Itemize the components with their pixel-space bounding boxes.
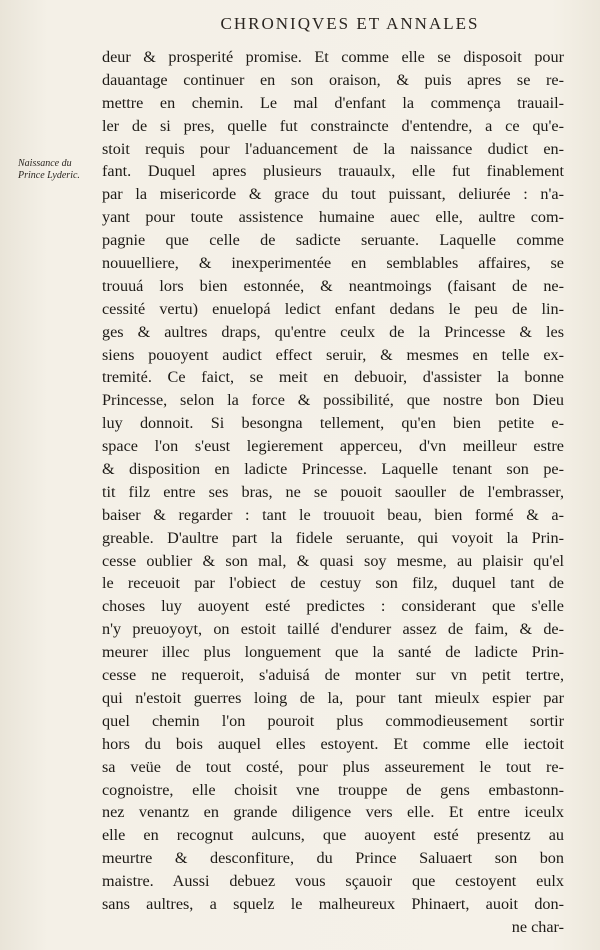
text-line: le receuoit par l'obiect de cestuy son filz, duquel tant de xyxy=(102,574,564,593)
text-line: pagnie que celle de sadicte seruante. Laquelle comme xyxy=(102,231,564,250)
text-line: cognoistre, elle choisit vne trouppe de gens embastonn- xyxy=(102,780,564,799)
text-line: trouuá lors bien estonnée, & neantmoings (faisant de ne- xyxy=(102,276,564,295)
text-line: hors du bois auquel elles estoyent. Et comme elle iectoit xyxy=(102,734,564,753)
text-line: sa veüe de tout costé, pour plus asseurement le tout re- xyxy=(102,757,564,776)
text-line: meurer illec plus longuement que la santé de ladicte Prin- xyxy=(102,643,564,662)
text-line: deur & prosperité promise. Et comme elle se disposoit pour xyxy=(102,48,564,66)
text-line: & disposition en ladicte Princesse. Laquelle tenant son pe- xyxy=(102,460,564,479)
text-line: par la misericorde & grace du tout puissant, deliurée : n'a- xyxy=(102,185,564,204)
margin-note-line: Prince Lyderic. xyxy=(18,170,80,181)
text-line: ne char- xyxy=(511,917,564,936)
margin-note xyxy=(18,158,98,182)
text-line: luy donnoit. Si besongna tellement, qu'en bien petite e- xyxy=(102,414,564,433)
text-line: ler de si pres, quelle fut constraincte d'entendre, a ce qu'e- xyxy=(102,116,564,135)
text-line: space l'on s'eust legierement apperceu, d'vn meilleur estre xyxy=(102,437,564,456)
text-line: greable. D'aultre part la fidele seruante, qui voyoit la Prin- xyxy=(102,528,564,547)
text-line: tremité. Ce faict, se meit en debuoir, d'assister la bonne xyxy=(102,368,564,387)
text-line: fant. Duquel apres plusieurs trauaulx, elle fut finablement xyxy=(102,162,564,181)
text-line: cesse oublier & son mal, & quasi soy mesme, au plaisir qu'el xyxy=(102,551,564,570)
running-head: CHRONIQVES ET ANNALES xyxy=(220,14,480,33)
text-line: qui n'estoit guerres loing de la, pour tant mieulx espier par xyxy=(102,688,564,707)
text-line: siens pouoyent audict effect seruir, & mesmes en telle ex- xyxy=(102,345,564,364)
text-line: sans aultres, a squelz le malheureux Phinaert, auoit don- xyxy=(102,894,564,913)
text-line: ges & aultres draps, qu'entre ceulx de la Princesse & les xyxy=(102,322,564,341)
text-line: meurtre & desconfiture, du Prince Saluaert son bon xyxy=(102,849,564,868)
text-line: maistre. Aussi debuez vous sçauoir que cestoyent eulx xyxy=(102,872,564,891)
margin-note-line: Naissance du xyxy=(18,158,72,169)
text-line: quel chemin l'on pouroit plus commodieusement sortir xyxy=(102,711,564,730)
text-line: baiser & regarder : tant le trouuoit beau, bien formé & a- xyxy=(102,505,564,524)
text-line: nouuelliere, & inexperimentée en semblables affaires, se xyxy=(102,254,564,273)
text-line: cessité vertu) enuelopá ledict enfant dedans le peu de lin- xyxy=(102,299,564,318)
text-line: Princesse, selon la force & possibilité, que nostre bon Dieu xyxy=(102,391,564,410)
body-text xyxy=(102,46,564,939)
text-line: nez venantz en grande diligence vers elle. Et entre iceulx xyxy=(102,803,564,822)
text-line: mettre en chemin. Le mal d'enfant la commença trauail- xyxy=(102,93,564,112)
text-line: dauantage continuer en son oraison, & puis apres se re- xyxy=(102,70,564,89)
text-line: stoit requis pour l'aduancement de la naissance dudict en- xyxy=(102,139,564,158)
text-line: yant pour toute assistence humaine auec elle, aultre com- xyxy=(102,208,564,227)
text-line: n'y preuoyoyt, on estoit taillé d'endurer assez de faim, & de- xyxy=(102,620,564,639)
text-line: cesse ne requeroit, s'aduisá de monter sur vn petit tertre, xyxy=(102,666,564,685)
text-line: elle en recognut aulcuns, que auoyent esté presentz au xyxy=(102,826,564,845)
text-line: choses luy auoyent esté predictes : considerant que s'elle xyxy=(102,597,564,616)
text-line: tit filz entre ses bras, ne se pouoit saouller de l'embrasser, xyxy=(102,482,564,501)
